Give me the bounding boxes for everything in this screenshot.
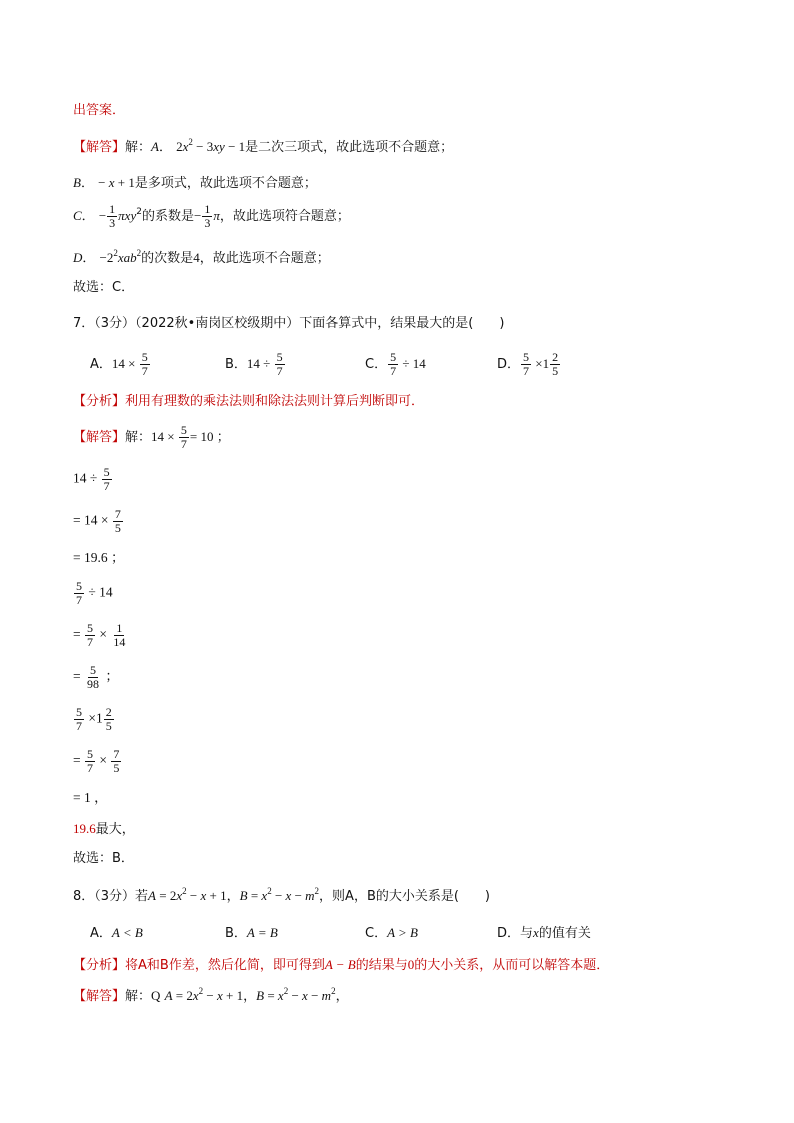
q6-d-mid: 的次数是 <box>141 251 194 266</box>
q7-calc-c1: $\frac{5}{7}$ ÷ 14 <box>76 579 113 607</box>
q7-option-a: A．14 × $\frac{5}{7}$ <box>90 350 148 378</box>
option-label: C． <box>365 926 388 941</box>
q6-solution-a: 【解答】解：A． $2x^2 - 3xy - 1$是二次三项式，故此选项不合题意； <box>73 137 454 155</box>
q7-option-c: C． $\frac{5}{7}$ ÷ 14 <box>365 350 426 378</box>
option-label: C <box>73 208 82 223</box>
fenxi-zero: 0 <box>407 957 415 972</box>
q7-result-1: = 1 ， <box>73 790 108 805</box>
option-label: B <box>73 175 81 190</box>
fenxi-text: 利用有理数的乘法法则和除法法则计算后判断即可． <box>125 394 425 409</box>
q8-question: 8．（3分）若$A = 2x^2 - x + 1$，$B = x^2 - x - m^2$，则A，B的大小关系是( ) <box>73 886 491 904</box>
q7-calc-d1: $\frac{5}{7}$ ×1 $\frac{2}{5}$ <box>76 705 112 733</box>
q8-solution: 【解答】解：Q $A = 2x^2 - x + 1$，$B = x^2 - x - m^2$， <box>73 986 349 1004</box>
q7-solution-line1: 【解答】解：14 × $\frac{5}{7}$ = 10 ； <box>73 423 230 451</box>
option-label: A． <box>90 926 112 941</box>
q6-c-text: ，故此选项符合题意； <box>219 209 350 224</box>
q7-option-b: B．14 ÷ $\frac{5}{7}$ <box>225 350 283 378</box>
option-label: D． <box>497 357 521 372</box>
q7-calc-c3: = $\frac{5}{98}$ ； <box>73 663 119 691</box>
conclusion-number: 19.6 <box>73 821 96 836</box>
q7-calc-d2: = $\frac{5}{7}$ × $\frac{7}{5}$ <box>73 747 120 775</box>
q6-b-text: 是多项式，故此选项不合题意； <box>134 176 317 191</box>
q6-c-mid: 的系数是 <box>141 209 194 224</box>
q7-answer: 故选：B． <box>73 851 134 866</box>
jieda-tag: 【解答】 <box>73 430 126 445</box>
q6-solution-b: B． − x + 1是多项式，故此选项不合题意； <box>73 175 317 191</box>
q7-conclusion <box>73 822 135 836</box>
fenxi-text-2: 的结果与 <box>355 958 408 973</box>
result-10: = 10 ； <box>189 429 230 444</box>
fenxi-tag: 【分析】 <box>73 394 126 409</box>
jieda-intro: 解： <box>125 140 152 155</box>
q8-option-b: B．A = B <box>225 925 278 941</box>
q7-result-196: = 19.6 ； <box>73 550 125 565</box>
q7-calc-b1: 14 ÷ $\frac{5}{7}$ <box>73 465 110 493</box>
q6-d-text: ，故此选项不合题意； <box>199 251 330 266</box>
option-label: C． <box>365 357 388 372</box>
q6-solution-c: C． − $\frac{1}{3}$ πxy$^2$的系数是− $\frac{1}{3}$ π，故此选项符合题意； <box>73 202 350 230</box>
q6-d-num: 4 <box>193 250 200 265</box>
q7-analysis <box>73 395 424 408</box>
q6-tail-text: 出答案． <box>73 103 126 118</box>
jieda-tag: 【解答】 <box>73 140 126 155</box>
fenxi-text-1: 将A和B作差，然后化简，即可得到 <box>125 958 325 973</box>
option-label: B． <box>225 926 247 941</box>
fenxi-tag: 【分析】 <box>73 958 126 973</box>
conclusion-text: 最大， <box>95 822 135 837</box>
jieda-intro: 解： <box>125 989 152 1004</box>
option-d-text2: 的值有关 <box>538 926 591 941</box>
option-d-text: 与 <box>520 926 534 941</box>
q8-option-c: C．A > B <box>365 925 418 941</box>
fenxi-text-3: 的大小关系，从而可以解答本题． <box>414 958 610 973</box>
option-label: A <box>151 139 159 154</box>
q8-option-a: A．A < B <box>90 925 143 941</box>
q8-option-d: D．与x的值有关 <box>497 925 591 941</box>
q8-head-suffix: ，则A，B的大小关系是( ) <box>319 889 491 904</box>
jieda-tag: 【解答】 <box>73 989 126 1004</box>
option-label: D <box>73 250 83 265</box>
q8-head-prefix: 8．（3分）若 <box>73 889 149 904</box>
because-symbol: Q <box>151 988 161 1003</box>
q6-answer: 故选：C． <box>73 280 135 295</box>
option-label: A． <box>90 357 112 372</box>
q8-analysis: 【分析】将A和B作差，然后化简，即可得到A − B的结果与0的大小关系，从而可以解答本题． <box>73 957 610 973</box>
q6-solution-d: D． $-2^2xab^2$的次数是4，故此选项不合题意； <box>73 248 330 266</box>
option-label: D． <box>497 926 521 941</box>
q7-calc-c2: = $\frac{5}{7}$ × $\frac{1}{14}$ <box>73 621 126 649</box>
q7-question: 7．（3分）（2022秋•南岗区校级期中）下面各算式中，结果最大的是( ) <box>73 316 505 331</box>
option-label: B． <box>225 357 247 372</box>
q7-calc-b2: = 14 × $\frac{7}{5}$ <box>73 507 121 535</box>
q7-option-d: D． $\frac{5}{7}$ ×1 $\frac{2}{5}$ <box>497 350 559 378</box>
q6-a-text: 是二次三项式，故此选项不合题意； <box>245 140 454 155</box>
jieda-intro: 解： <box>125 430 152 445</box>
